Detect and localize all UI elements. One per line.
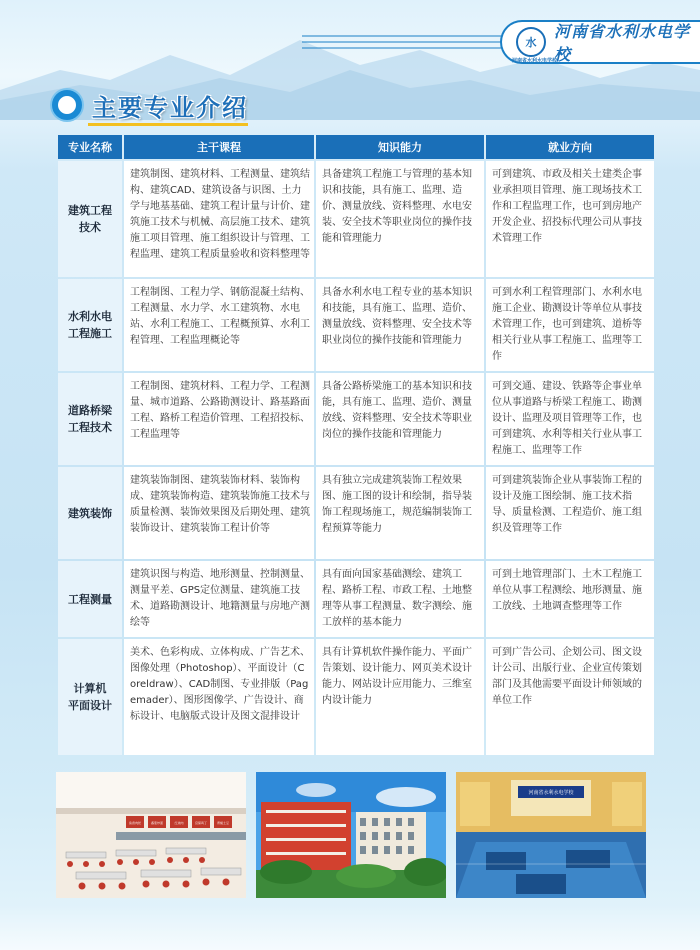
- major-name: 建筑工程 技术: [58, 161, 122, 277]
- employment-cell: 可到建筑、市政及相关土建类企事业承担项目管理、施工现场技术工作和工程监理工作，也可到房地产开发企业、招投标代理公司从事技术管理工作: [486, 161, 654, 277]
- courses-cell: 建筑制图、建筑材料、工程测量、建筑结构、建筑CAD、建筑设备与识图、土力学与地基基础、建筑工程计量与计价、建筑施工技术与机械、高层施工技术、建筑施工项目管理、施工组织设计与管理、工程监理、建筑工程质量验收和资料整理等: [124, 161, 314, 277]
- courses-cell: 美术、色彩构成、立体构成、广告艺术、图像处理（Photoshop）、平面设计（Coreldraw）、CAD制图、专业排版（Pagemader）、图形图像学、广告设计、商标设计、电脑版式设计及图文混排设计: [124, 639, 314, 755]
- courses-cell: 工程制图、建筑材料、工程力学、工程测量、城市道路、公路勘测设计、路基路面工程、路桥工程造价管理、工程招投标、工程监理等: [124, 373, 314, 465]
- menu-board-label: 红烧肉: [174, 821, 184, 825]
- abilities-cell: 具备公路桥梁施工的基本知识和技能，具有施工、监理、造价、测量放线、资料整理、安全技术等职业岗位的操作技能和管理能力: [316, 373, 484, 465]
- campus-photos: [56, 772, 646, 898]
- emblem-small-text: 河南省水利水电学校: [512, 58, 558, 64]
- abilities-cell: 具备建筑工程施工与管理的基本知识和技能，具有施工、监理、造价、测量放线、资料整理、水电安装、安全技术等职业岗位的操作技能和管理能力: [316, 161, 484, 277]
- courses-cell: 建筑装饰制图、建筑装饰材料、装饰构成、建筑装饰构造、建筑装饰施工技术与质量检测、装饰效果图及后期处理、建筑装饰设计、建筑装饰工程计价等: [124, 467, 314, 559]
- school-name: 河南省水利水电学校: [554, 22, 691, 64]
- header-major-name: 专业名称: [58, 135, 122, 159]
- table-row: [58, 279, 654, 371]
- abilities-cell: 具有面向国家基础测绘、建筑工程、路桥工程、市政工程、土地整理等从事工程测量、数字测绘、施工放样的基本能力: [316, 561, 484, 637]
- abilities-cell: 具备水利水电工程专业的基本知识和技能，具有施工、监理、造价、测量放线、资料整理、安全技术等职业岗位的操作技能和管理能力: [316, 279, 484, 371]
- majors-table: [56, 133, 656, 757]
- table-row: [58, 561, 654, 637]
- header-courses: 主干课程: [124, 135, 314, 159]
- bullet-circle-icon: [52, 90, 82, 120]
- section-title: 主要专业介绍: [92, 92, 248, 122]
- major-name: 建筑装饰: [58, 467, 122, 559]
- major-name: 工程测量: [58, 561, 122, 637]
- school-logo-bar: [500, 20, 700, 64]
- menu-board-label: 青椒土豆: [216, 821, 230, 825]
- abilities-cell: 具有计算机软件操作能力、平面广告策划、设计能力、网页美术设计能力、网站设计应用能力、三维室内设计能力: [316, 639, 484, 755]
- table-row: [58, 373, 654, 465]
- employment-cell: 可到广告公司、企划公司、图文设计公司、出版行业、企业宣传策划部门及其他需要平面设计师领域的单位工作: [486, 639, 654, 755]
- menu-board-label: 番茄炒蛋: [150, 821, 164, 825]
- major-name: 计算机 平面设计: [58, 639, 122, 755]
- major-name: 水利水电 工程施工: [58, 279, 122, 371]
- employment-cell: 可到土地管理部门、土木工程施工单位从事工程测绘、地形测量、施工放线、土地调查整理等工作: [486, 561, 654, 637]
- school-emblem-icon: [512, 27, 558, 64]
- heading-underline: [88, 123, 248, 126]
- header-abilities: 知识能力: [316, 135, 484, 159]
- campus-building-photo: [256, 772, 446, 898]
- abilities-cell: 具有独立完成建筑装饰工程效果图、施工图的设计和绘制，指导装饰工程现场施工，规范编制装饰工程预算等能力: [316, 467, 484, 559]
- major-name: 道路桥梁 工程技术: [58, 373, 122, 465]
- table-header-row: [58, 135, 654, 159]
- emblem-glyph: 水: [525, 36, 537, 49]
- table-row: [58, 161, 654, 277]
- dining-hall-photo: [56, 772, 246, 898]
- decorative-lines: [302, 30, 502, 58]
- header-employment: 就业方向: [486, 135, 654, 159]
- gym-wall-sign: 河南省水利水电学校: [528, 790, 574, 796]
- bottom-band: [0, 905, 700, 950]
- section-heading: [52, 86, 248, 124]
- employment-cell: 可到水利工程管理部门、水利水电施工企业、勘测设计等单位从事技术管理工作，也可到建筑、道桥等相关行业从事工程施工、监理等工作: [486, 279, 654, 371]
- gym-photo: [456, 772, 646, 898]
- table-row: [58, 639, 654, 755]
- employment-cell: 可到交通、建设、铁路等企事业单位从事道路与桥梁工程施工、勘测设计、监理及项目管理等工作，也可到建筑、水利等相关行业从事工程施工、监理等工作: [486, 373, 654, 465]
- menu-board-label: 宫保鸡丁: [194, 821, 208, 825]
- employment-cell: 可到建筑装饰企业从事装饰工程的设计及施工图绘制、施工技术指导、质量检测、工程造价、施工组织及管理等工作: [486, 467, 654, 559]
- menu-board-label: 鱼香肉丝: [128, 821, 142, 825]
- courses-cell: 建筑识图与构造、地形测量、控制测量、测量平差、GPS定位测量、建筑施工技术、道路勘测设计、地籍测量与房地产测绘等: [124, 561, 314, 637]
- table-row: [58, 467, 654, 559]
- courses-cell: 工程制图、工程力学、钢筋混凝土结构、工程测量、水力学、水工建筑物、水电站、水利工程施工、工程概预算、水利工程管理、工程监理概论等: [124, 279, 314, 371]
